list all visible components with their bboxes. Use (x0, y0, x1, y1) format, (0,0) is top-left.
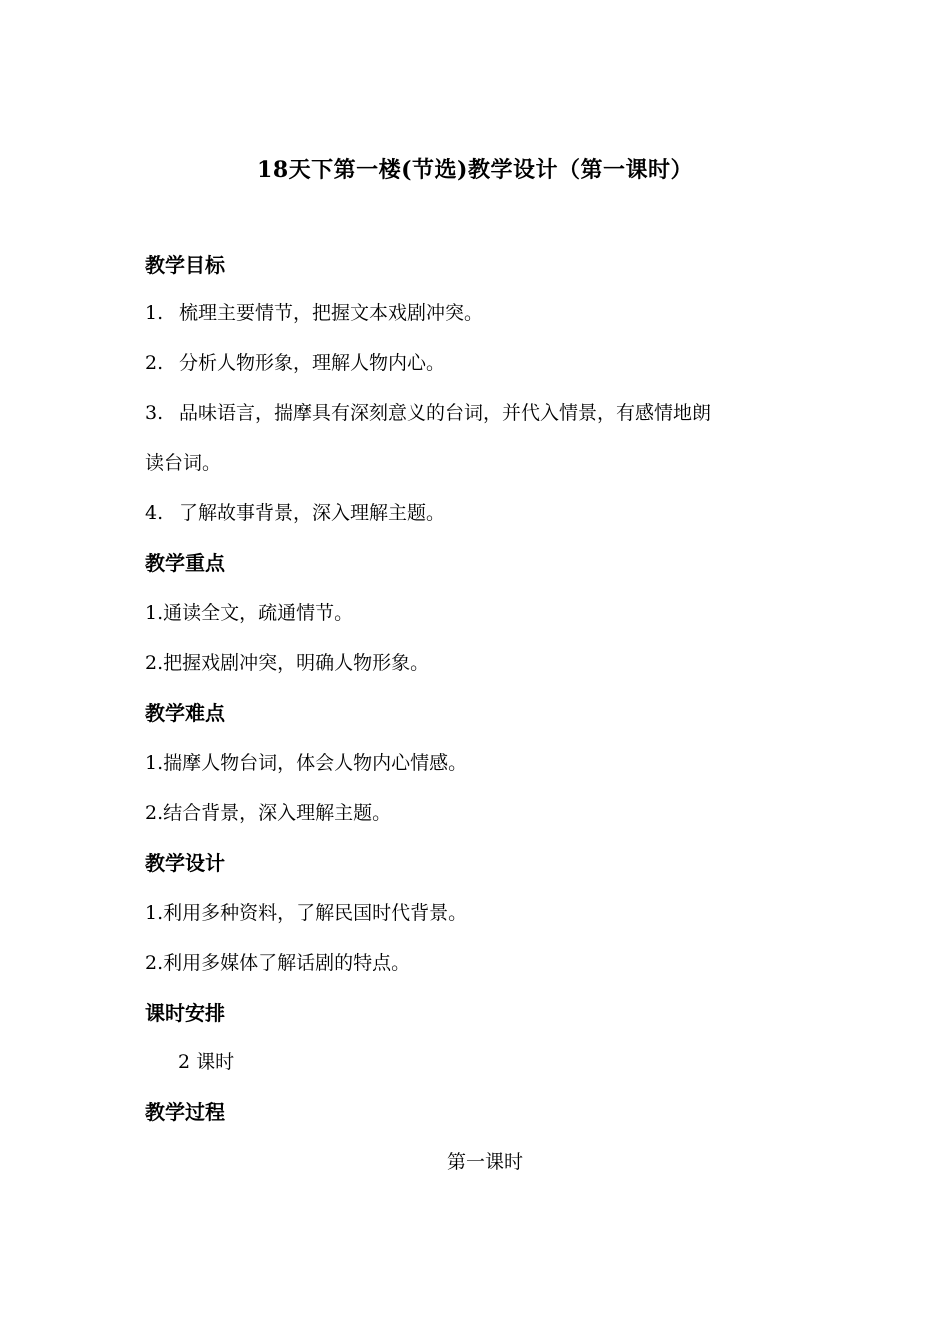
key-point-item-2: 2.把握戏剧冲突，明确人物形象。 (145, 652, 430, 674)
document-title: 18天下第一楼(节选)教学设计（第一课时） (257, 157, 693, 183)
schedule-heading: 课时安排 (145, 1001, 225, 1025)
objective-text: 了解故事背景，深入理解主题。 (179, 502, 446, 524)
objective-item-4 (145, 498, 825, 528)
objective-number: 3. (145, 402, 164, 424)
key-point-item-1: 1.通读全文，疏通情节。 (145, 602, 354, 624)
objective-item-3-continuation: 读台词。 (145, 452, 222, 474)
objective-text: 梳理主要情节，把握文本戏剧冲突。 (179, 302, 484, 324)
objective-item-3 (145, 398, 825, 428)
design-item-1: 1.利用多种资料，了解民国时代背景。 (145, 902, 468, 924)
schedule-text: 2 课时 (178, 1051, 235, 1073)
difficulty-item-1: 1.揣摩人物台词，体会人物内心情感。 (145, 752, 468, 774)
objective-number: 4. (145, 502, 164, 524)
process-subheading: 第一课时 (446, 1151, 523, 1173)
difficulty-item-2: 2.结合背景，深入理解主题。 (145, 802, 392, 824)
objective-item-1 (145, 298, 825, 328)
objective-number: 1. (145, 302, 164, 324)
objective-item-2 (145, 348, 825, 378)
difficulties-heading: 教学难点 (145, 701, 225, 725)
objective-text: 品味语言，揣摩具有深刻意义的台词，并代入情景，有感情地朗 (179, 402, 712, 424)
objective-text: 分析人物形象，理解人物内心。 (179, 352, 446, 374)
process-heading: 教学过程 (145, 1100, 225, 1124)
key-points-heading: 教学重点 (145, 551, 225, 575)
design-item-2: 2.利用多媒体了解话剧的特点。 (145, 952, 411, 974)
design-heading: 教学设计 (145, 851, 225, 875)
objective-number: 2. (145, 352, 164, 374)
objectives-heading: 教学目标 (145, 253, 225, 277)
